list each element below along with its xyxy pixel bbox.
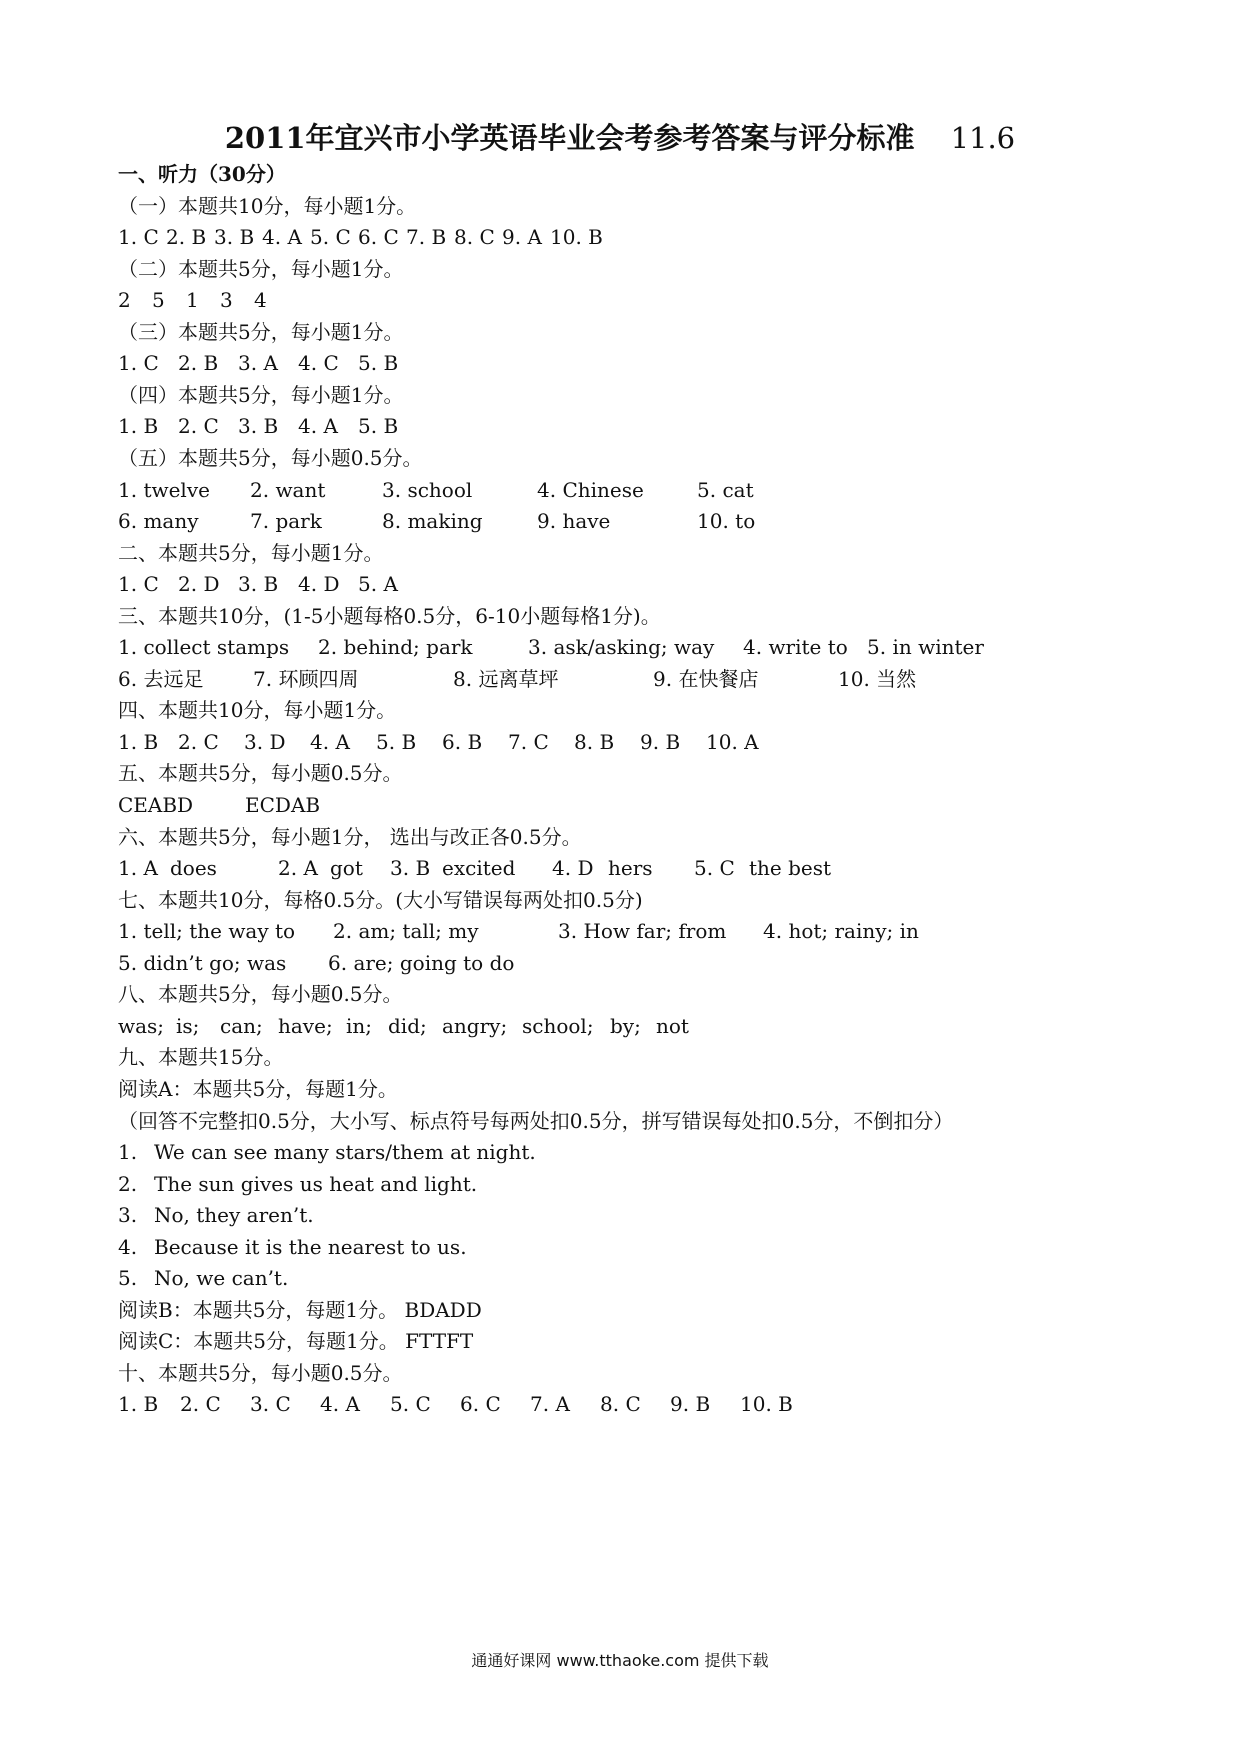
answer-item: 5. B	[376, 729, 417, 754]
answer-item: 8. C	[600, 1392, 641, 1417]
answer-item: 2. B	[178, 351, 219, 376]
answer-row	[118, 1233, 654, 1261]
answer-item: did;	[388, 1013, 427, 1038]
answer-item: 3. B	[390, 856, 431, 881]
answer-item: 4. A	[298, 414, 338, 439]
answer-item: 5. didn’t go; was	[118, 950, 287, 975]
answer-item: 2. C	[180, 1392, 221, 1417]
answer-item: 2.	[118, 1171, 138, 1196]
answer-item: 4. hot; rainy; in	[763, 919, 919, 944]
answer-item: 8. 远离草坪	[453, 666, 559, 691]
answer-row	[118, 665, 958, 693]
answer-row	[118, 728, 772, 756]
answer-row	[118, 1138, 654, 1166]
page-title	[0, 116, 1240, 157]
answer-item: got	[330, 856, 363, 881]
answer-item: 3. D	[244, 729, 286, 754]
answer-item: 3.	[118, 1203, 138, 1228]
answer-item: is;	[176, 1013, 200, 1038]
answer-item: 10. 当然	[838, 666, 917, 691]
answer-item: 4. D	[552, 856, 594, 881]
section-heading: 八、本题共5分，每小题0.5分。	[118, 982, 403, 1007]
answer-row	[118, 1390, 810, 1418]
answer-item: 1. A	[118, 856, 158, 881]
answer-item: 4. A	[320, 1392, 360, 1417]
answer-item: can;	[220, 1013, 263, 1038]
answer-item: 4.	[118, 1234, 138, 1259]
section-heading: 七、本题共10分，每格0.5分。(大小写错误每两处扣0.5分)	[118, 887, 643, 912]
answer-item: 2	[118, 288, 131, 313]
answer-item: 1. B	[118, 414, 159, 439]
section-heading: 阅读A：本题共5分，每题1分。	[118, 1076, 398, 1101]
answer-item: 1	[186, 288, 199, 313]
answer-item: the best	[749, 856, 832, 881]
answer-item: 4. A	[310, 729, 350, 754]
answer-item: 6. C	[358, 225, 399, 250]
answer-item: 5. cat	[697, 477, 754, 502]
answer-item: 6. 去远足	[118, 666, 204, 691]
answer-item: not	[656, 1013, 689, 1038]
answer-item: 3. How far; from	[558, 919, 727, 944]
answer-item: 5. C	[310, 225, 351, 250]
answer-item: 5. C	[390, 1392, 431, 1417]
answer-item: 6. many	[118, 509, 199, 534]
answer-item: Because it is the nearest to us.	[154, 1234, 467, 1259]
answer-item: 1. C	[118, 351, 159, 376]
footer-source: 通通好课网 www.tthaoke.com 提供下载	[471, 1651, 769, 1670]
section-heading: 阅读B：本题共5分，每题1分。 BDADD	[118, 1297, 482, 1322]
answer-row	[118, 1264, 654, 1292]
answer-row	[118, 1201, 654, 1229]
answer-item: does	[170, 856, 217, 881]
answer-item: 7. 环顾四周	[253, 666, 359, 691]
answer-item: 7. C	[508, 729, 549, 754]
answer-item: 10. B	[740, 1392, 793, 1417]
answer-item: 4. write to	[743, 635, 848, 660]
answer-item: 2. C	[178, 729, 219, 754]
answer-item: 9. have	[537, 509, 611, 534]
answer-item: 2. D	[178, 572, 220, 597]
answer-item: 6. B	[442, 729, 483, 754]
answer-item: 3. B	[214, 225, 255, 250]
answer-item: 1. B	[118, 729, 159, 754]
answer-item: 3. B	[238, 414, 279, 439]
answer-item: by;	[610, 1013, 641, 1038]
answer-item: hers	[608, 856, 653, 881]
answer-item: 3. school	[382, 477, 473, 502]
answer-row	[118, 917, 923, 945]
answer-item: 1. C	[118, 225, 159, 250]
answer-item: 1. tell; the way to	[118, 919, 296, 944]
section-heading: 阅读C：本题共5分，每题1分。 FTTFT	[118, 1329, 474, 1354]
answer-item: 5. B	[358, 414, 399, 439]
answer-item: excited	[442, 856, 516, 881]
answer-row	[118, 223, 603, 251]
section-heading: 三、本题共10分，(1-5小题每格0.5分，6-10小题每格1分)。	[118, 603, 661, 628]
answer-item: was;	[118, 1013, 165, 1038]
answer-item: 1. collect stamps	[118, 635, 290, 660]
answer-item: 1. B	[118, 1392, 159, 1417]
answer-item: 3. C	[250, 1392, 291, 1417]
answer-item: 3	[220, 288, 233, 313]
answer-item: 7. park	[250, 509, 322, 534]
section-heading: 六、本题共5分，每小题1分， 选出与改正各0.5分。	[118, 824, 582, 849]
answer-item: 5. C	[694, 856, 735, 881]
answer-item: 4. C	[298, 351, 339, 376]
answer-item: The sun gives us heat and light.	[154, 1171, 478, 1196]
answer-item: 10. A	[706, 729, 759, 754]
answer-item: ECDAB	[245, 793, 321, 817]
answer-item: 4. Chinese	[537, 477, 644, 502]
answer-item: 2. B	[166, 225, 207, 250]
section-heading: 十、本题共5分，每小题0.5分。	[118, 1360, 403, 1385]
section-heading: （一）本题共10分，每小题1分。	[118, 193, 417, 218]
answer-item: 7. A	[530, 1392, 570, 1417]
answer-row	[118, 1170, 654, 1198]
answer-item: in;	[346, 1013, 373, 1038]
answer-item: have;	[278, 1013, 333, 1038]
answer-item: 3. A	[238, 351, 278, 376]
answer-item: No, we can’t.	[154, 1266, 289, 1291]
answer-row	[118, 854, 859, 882]
section-heading: （五）本题共5分，每小题0.5分。	[118, 445, 423, 470]
answer-item: 10. to	[697, 509, 756, 534]
section-heading: （二）本题共5分，每小题1分。	[118, 256, 404, 281]
answer-row	[118, 349, 418, 377]
answer-item: 5. B	[358, 351, 399, 376]
answer-item: 2. A	[278, 856, 318, 881]
answer-item: 4	[254, 288, 267, 313]
answer-item: angry;	[442, 1013, 508, 1038]
answer-row	[118, 570, 418, 598]
answer-item: 9. B	[640, 729, 681, 754]
answer-item: 8. B	[574, 729, 615, 754]
answer-item: 6. are; going to do	[328, 950, 515, 975]
section-heading: 九、本题共15分。	[118, 1045, 284, 1070]
answer-item: 9. B	[670, 1392, 711, 1417]
title-main: 2011年宜兴市小学英语毕业会考参考答案与评分标准	[224, 121, 915, 155]
answer-item: 9. A	[502, 225, 542, 250]
section-heading: （四）本题共5分，每小题1分。	[118, 382, 404, 407]
answer-item: 4. A	[262, 225, 302, 250]
answer-item: 8. making	[382, 509, 483, 534]
answer-item: 2. behind; park	[318, 635, 473, 660]
answer-row	[118, 633, 997, 661]
section-heading: 二、本题共5分，每小题1分。	[118, 540, 384, 565]
answer-item: No, they aren’t.	[154, 1203, 314, 1228]
answer-item: school;	[522, 1013, 594, 1038]
answer-item: 4. D	[298, 572, 340, 597]
section-heading: （三）本题共5分，每小题1分。	[118, 319, 404, 344]
answer-row	[118, 507, 817, 535]
answer-item: 2. am; tall; my	[333, 919, 479, 944]
answer-item: 1. C	[118, 572, 159, 597]
answer-item: 2. C	[178, 414, 219, 439]
section-heading: 五、本题共5分，每小题0.5分。	[118, 761, 403, 786]
answer-item: 5.	[118, 1266, 138, 1291]
section-heading: （回答不完整扣0.5分，大小写、标点符号每两处扣0.5分，拼写错误每处扣0.5分，不倒扣分）	[118, 1108, 954, 1133]
answer-item: 1.	[118, 1140, 138, 1165]
answer-row	[118, 949, 528, 977]
title-date: 11.6	[950, 121, 1016, 155]
answer-item: 5. A	[358, 572, 398, 597]
answer-item: 6. C	[460, 1392, 501, 1417]
answer-item: 7. B	[406, 225, 447, 250]
answer-item: 2. want	[250, 477, 326, 502]
answer-item: 5	[152, 288, 165, 313]
answer-row	[118, 1012, 696, 1040]
answer-row	[118, 791, 365, 819]
answer-item: 1. twelve	[118, 477, 210, 502]
answer-item: We can see many stars/them at night.	[154, 1140, 536, 1165]
answer-item: CEABD	[118, 793, 194, 817]
answer-row	[118, 476, 817, 504]
answer-item: 3. ask/asking; way	[528, 635, 715, 660]
answer-item: 3. B	[238, 572, 279, 597]
answer-item: 5. in winter	[867, 635, 984, 660]
answer-row	[118, 412, 418, 440]
answer-row	[118, 286, 288, 314]
answer-item: 9. 在快餐店	[653, 666, 759, 691]
answer-item: 8. C	[454, 225, 495, 250]
section-heading: 一、听力（30分）	[118, 162, 286, 186]
answer-item: 10. B	[550, 225, 603, 250]
section-heading: 四、本题共10分，每小题1分。	[118, 698, 397, 723]
